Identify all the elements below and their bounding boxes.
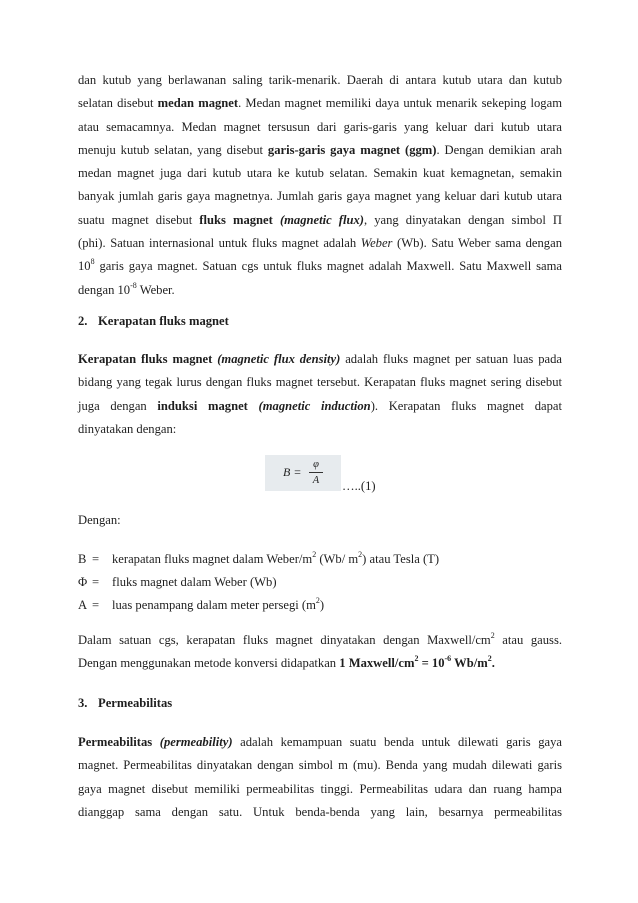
equation-number: …..(1) bbox=[342, 479, 376, 493]
text-line: juga dengan induksi magnet (magnetic induction). Kerapatan fluks magnet dapat bbox=[78, 398, 562, 413]
text-line: dinyatakan dengan: bbox=[78, 421, 177, 436]
section-heading-kerapatan: 2. Kerapatan fluks magnet bbox=[78, 314, 229, 328]
definition-row-phi: Φ = fluks magnet dalam Weber (Wb) bbox=[78, 575, 277, 589]
formula-denominator: A bbox=[312, 475, 320, 486]
text-line: atau semacamnya. Medan magnet tersusun dari garis-garis yang keluar dari kutub utara bbox=[78, 119, 562, 134]
text-line: banyak jumlah garis gaya magnetnya. Jumlah garis gaya magnet yang keluar dari kutub utara bbox=[78, 189, 562, 204]
text-line: gaya magnet disebut memiliki permeabilitas tinggi. Permeabilitas udara dan ruang hampa bbox=[78, 781, 562, 796]
paragraph-cgs bbox=[78, 629, 562, 676]
paragraph-permeabilitas bbox=[78, 731, 562, 824]
formula-lhs: B = bbox=[283, 465, 302, 479]
definition-row-a: A = luas penampang dalam meter persegi $(m^2)$ bbox=[78, 596, 325, 612]
text-line: magnet. Permeabilitas dinyatakan dengan simbol m (mu). Benda yang mudah dilewati garis bbox=[78, 758, 562, 773]
text-line: medan magnet juga dari kutub utara ke kutub selatan. Semakin kuat kemagnetan, semakin bbox=[78, 166, 562, 181]
fraction-bar bbox=[309, 472, 323, 473]
text-line: menuju kutub selatan, yang disebut garis-garis gaya magnet (ggm). Dengan demikian arah bbox=[78, 142, 563, 157]
text-line: selatan disebut medan magnet. Medan magnet memiliki daya untuk menarik sekeping logam bbox=[78, 96, 562, 111]
text-line: dengan $10^{-8}$ Weber. bbox=[78, 280, 175, 297]
text-line: $10^8$ garis gaya magnet. Satuan cgs untuk fluks magnet adalah Maxwell. Satu Maxwell sama bbox=[78, 257, 562, 274]
text-line: bidang yang tegak lurus dengan fluks magnet tersebut. Kerapatan fluks magnet sering disebut bbox=[78, 375, 562, 390]
definition-row-b: B = kerapatan fluks magnet dalam Weber/$m^2$ (Wb/ $m^2$) atau Tesla (T) bbox=[78, 550, 440, 566]
text-line: Kerapatan fluks magnet (magnetic flux density) adalah fluks magnet per satuan luas pada bbox=[78, 352, 562, 366]
text-line: (phi). Satuan internasional untuk fluks magnet adalah Weber (Wb). Satu Weber sama dengan bbox=[78, 236, 562, 251]
paragraph-kerapatan-fluks bbox=[78, 348, 562, 441]
section-heading-permeabilitas: 3. Permeabilitas bbox=[78, 696, 173, 710]
text-line: dianggap sama dengan satu. Untuk benda-benda yang lain, besarnya permeabilitas bbox=[78, 804, 562, 819]
paragraph-medan-magnet bbox=[78, 69, 562, 302]
text-line: Permeabilitas (permeability) adalah kemampuan suatu benda untuk dilewati garis gaya bbox=[78, 735, 562, 749]
definition-list bbox=[78, 548, 439, 617]
formula-image bbox=[265, 455, 341, 491]
dengan-label: Dengan: bbox=[78, 513, 121, 527]
formula-numerator: φ bbox=[313, 459, 319, 470]
text-line: dan kutub yang berlawanan saling tarik-menarik. Daerah di antara kutub utara dan kutub bbox=[78, 73, 562, 87]
text-line: Dalam satuan cgs, kerapatan fluks magnet dinyatakan dengan Maxwell/$cm^2$ atau gauss. bbox=[78, 631, 562, 647]
text-line: Dengan menggunakan metode konversi didapatkan 1 Maxwell/$cm^2 = 10^{-6}$ $Wb/m^2$. bbox=[78, 654, 495, 671]
text-line: suatu magnet disebut fluks magnet (magnetic flux), yang dinyatakan dengan simbol Π bbox=[78, 212, 563, 227]
